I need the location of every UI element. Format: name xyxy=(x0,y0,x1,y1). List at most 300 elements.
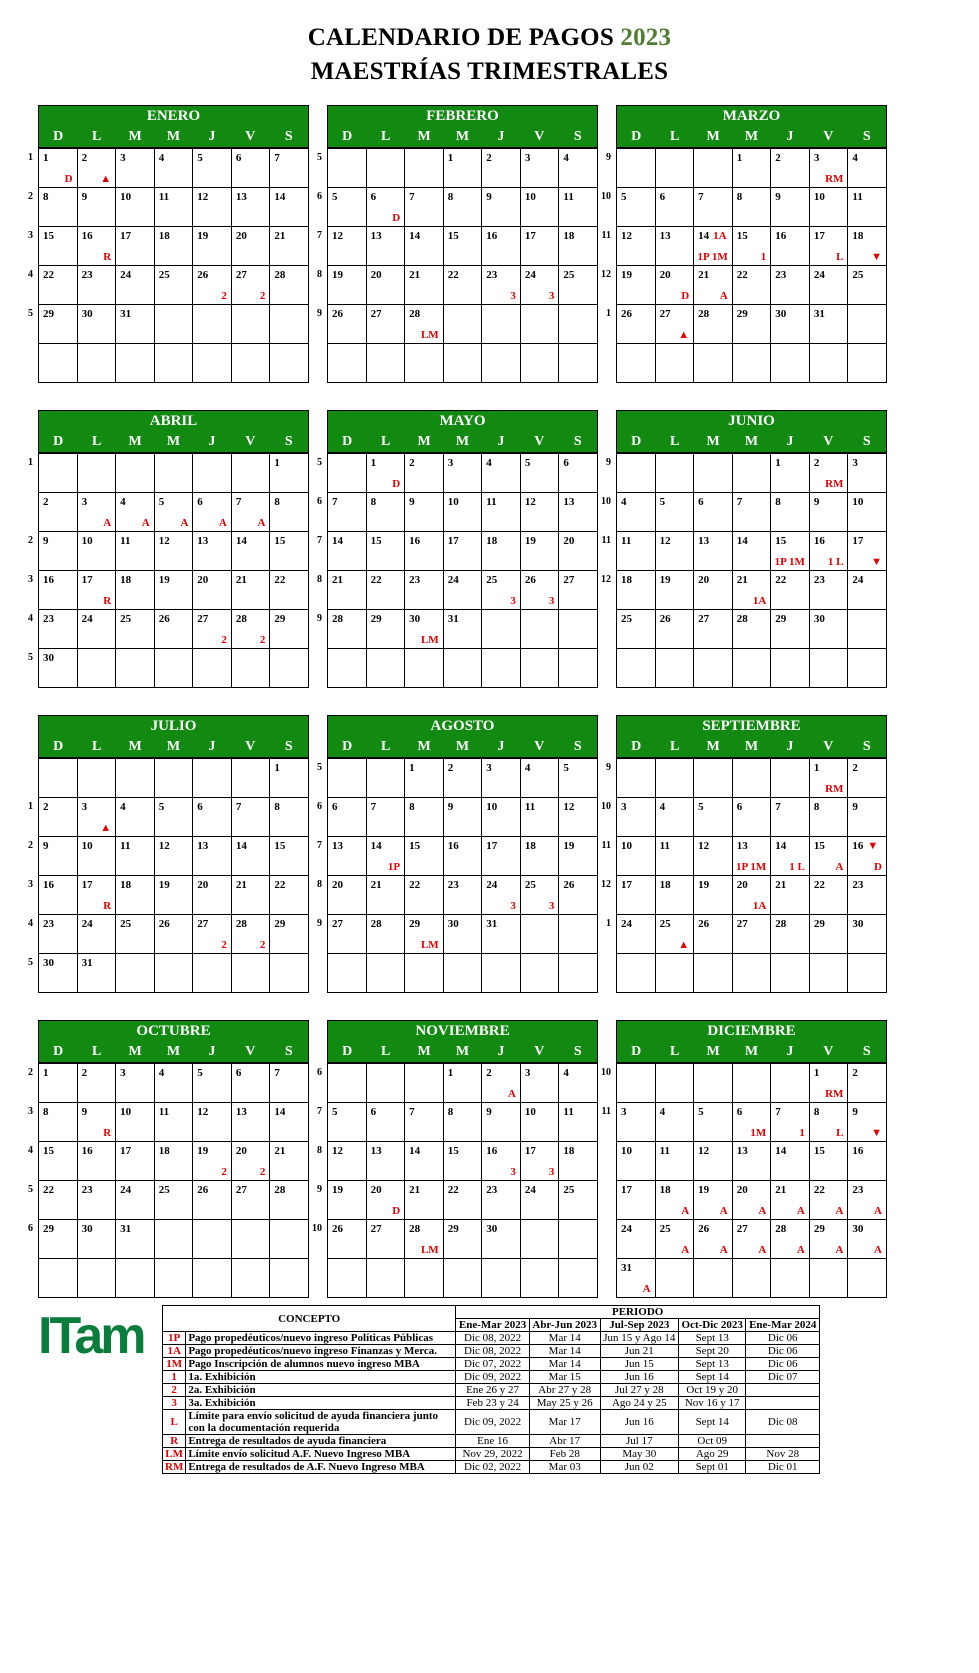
week-number: 1 xyxy=(606,308,611,319)
day-number: 9 xyxy=(775,191,781,203)
legend-date xyxy=(746,1435,820,1448)
weekday-label: M xyxy=(744,1044,759,1059)
payment-mark: A xyxy=(758,1205,767,1217)
day-cell xyxy=(405,188,444,227)
day-number: 2 xyxy=(43,496,49,508)
week-number: 2 xyxy=(28,535,33,546)
day-number: 15 xyxy=(370,535,382,547)
day-cell xyxy=(559,227,598,266)
payment-mark: A xyxy=(642,1283,651,1295)
empty-cell xyxy=(232,954,271,993)
empty-cell xyxy=(848,1259,887,1298)
day-cell xyxy=(193,227,232,266)
day-cell xyxy=(810,188,849,227)
empty-cell xyxy=(155,1259,194,1298)
empty-cell xyxy=(656,1064,695,1103)
day-cell xyxy=(848,454,887,493)
day-number: 19 xyxy=(197,230,209,242)
day-number: 9 xyxy=(486,191,492,203)
day-number: 27 xyxy=(332,918,343,930)
weekday-label: S xyxy=(573,739,582,754)
day-number: 6 xyxy=(736,1106,743,1118)
week-number: 10 xyxy=(601,1067,611,1078)
day-number: 28 xyxy=(332,613,343,625)
day-number: 16 xyxy=(775,230,787,242)
day-number: 12 xyxy=(524,496,536,508)
day-number: 20 xyxy=(736,879,748,891)
day-cell xyxy=(656,837,695,876)
weekday-label: J xyxy=(497,434,505,449)
day-cell xyxy=(39,649,78,688)
payment-mark: A xyxy=(874,1205,882,1217)
day-number: 30 xyxy=(852,1223,864,1235)
empty-cell xyxy=(848,610,887,649)
month-diciembre xyxy=(601,1020,887,1298)
day-number: 30 xyxy=(81,1223,93,1235)
day-cell xyxy=(771,227,810,266)
empty-cell xyxy=(155,305,194,344)
day-number: 28 xyxy=(409,308,421,320)
legend-date: Sept 01 xyxy=(678,1461,745,1474)
day-cell xyxy=(232,876,271,915)
empty-cell xyxy=(617,954,656,993)
day-number: 13 xyxy=(370,230,382,242)
day-number: 24 xyxy=(120,1184,132,1196)
month-noviembre xyxy=(312,1020,598,1298)
day-cell xyxy=(694,1220,733,1259)
day-cell xyxy=(270,493,309,532)
day-number: 15 xyxy=(409,840,421,852)
empty-cell xyxy=(367,1064,406,1103)
weekday-label: M xyxy=(455,739,470,754)
weekday-label: J xyxy=(208,434,216,449)
day-number: 5 xyxy=(158,496,165,508)
day-cell xyxy=(771,571,810,610)
legend-date: Dic 09, 2022 xyxy=(456,1410,529,1435)
day-cell xyxy=(405,571,444,610)
day-number: 22 xyxy=(43,269,54,281)
legend-date: Dic 08, 2022 xyxy=(456,1345,529,1358)
day-cell xyxy=(270,837,309,876)
day-number: 17 xyxy=(621,879,632,891)
day-number: 21 xyxy=(235,879,247,891)
payment-mark: 2 xyxy=(221,634,227,646)
day-number: 13 xyxy=(235,191,247,203)
day-cell xyxy=(444,571,483,610)
legend-code: 1M xyxy=(163,1358,186,1371)
week-number: 1 xyxy=(606,918,611,929)
day-cell xyxy=(39,266,78,305)
empty-cell xyxy=(116,954,155,993)
empty-cell xyxy=(559,610,598,649)
payment-mark: A xyxy=(758,1244,767,1256)
day-cell xyxy=(733,798,772,837)
day-cell xyxy=(482,837,521,876)
payment-mark: LM xyxy=(420,329,439,341)
day-cell xyxy=(482,759,521,798)
weekday-label: L xyxy=(380,434,391,449)
day-cell xyxy=(78,227,117,266)
day-cell xyxy=(848,266,887,305)
day-cell xyxy=(193,188,232,227)
weekday-label: S xyxy=(862,434,871,449)
day-cell xyxy=(155,1142,194,1181)
day-cell xyxy=(405,1103,444,1142)
day-number: 4 xyxy=(120,496,126,508)
day-cell xyxy=(405,610,444,649)
legend-concept: 1a. Exhibición xyxy=(186,1371,456,1384)
weekday-label: M xyxy=(744,434,759,449)
day-number: 24 xyxy=(486,879,498,891)
empty-cell xyxy=(559,1220,598,1259)
week-number: 5 xyxy=(28,1184,33,1195)
day-cell xyxy=(39,1103,78,1142)
day-number: 14 xyxy=(370,840,382,852)
day-cell xyxy=(656,876,695,915)
empty-cell xyxy=(405,1064,444,1103)
payment-mark: 1 xyxy=(799,1127,805,1139)
payment-mark: 3 xyxy=(548,1166,555,1178)
day-number: 22 xyxy=(813,1184,825,1196)
day-number: 20 xyxy=(563,535,575,547)
day-cell xyxy=(617,1181,656,1220)
day-cell xyxy=(656,188,695,227)
day-number: 15 xyxy=(447,230,459,242)
day-cell xyxy=(733,188,772,227)
empty-cell xyxy=(270,1220,309,1259)
week-number: 6 xyxy=(317,1067,322,1078)
day-number: 9 xyxy=(81,1106,88,1118)
empty-cell xyxy=(617,1064,656,1103)
legend-date: Jun 02 xyxy=(600,1461,678,1474)
day-number: 5 xyxy=(698,1106,704,1118)
day-cell xyxy=(232,188,271,227)
day-number: 26 xyxy=(698,1223,710,1235)
day-cell xyxy=(521,227,560,266)
day-number: 11 xyxy=(563,1106,574,1118)
day-cell xyxy=(155,266,194,305)
day-cell xyxy=(771,493,810,532)
day-cell xyxy=(405,532,444,571)
week-number: 7 xyxy=(317,840,322,851)
day-number: 30 xyxy=(852,918,864,930)
month-abril xyxy=(28,410,309,688)
day-cell xyxy=(444,1220,483,1259)
day-number: 7 xyxy=(409,191,415,203)
empty-cell xyxy=(116,454,155,493)
week-number: 7 xyxy=(317,230,322,241)
payment-mark: 3 xyxy=(548,290,555,302)
weekday-label: M xyxy=(166,1044,181,1059)
legend-date: Jun 21 xyxy=(600,1345,678,1358)
day-cell xyxy=(444,532,483,571)
legend-code: LM xyxy=(163,1448,186,1461)
day-cell xyxy=(694,305,733,344)
empty-cell xyxy=(232,1259,271,1298)
payment-mark: R xyxy=(103,595,112,607)
day-number: 20 xyxy=(235,1145,247,1157)
empty-cell xyxy=(694,454,733,493)
empty-cell xyxy=(444,954,483,993)
day-number: 21 xyxy=(775,1184,787,1196)
day-number: 12 xyxy=(158,535,170,547)
day-number: 18 xyxy=(852,230,864,242)
day-cell xyxy=(444,837,483,876)
weekday-header xyxy=(616,736,887,758)
day-number: 26 xyxy=(563,879,575,891)
day-cell xyxy=(771,610,810,649)
week-number: 12 xyxy=(601,269,611,280)
day-cell xyxy=(444,1142,483,1181)
day-cell xyxy=(116,1181,155,1220)
day-cell xyxy=(444,1181,483,1220)
day-cell xyxy=(771,532,810,571)
empty-cell xyxy=(155,759,194,798)
day-cell xyxy=(39,837,78,876)
weekday-label: M xyxy=(455,434,470,449)
day-number: 29 xyxy=(274,613,286,625)
day-number: 6 xyxy=(370,1106,377,1118)
day-mark: 1A xyxy=(713,230,727,242)
day-number: 19 xyxy=(524,535,536,547)
day-number: 24 xyxy=(621,918,632,930)
day-cell xyxy=(771,266,810,305)
payment-mark: 3 xyxy=(510,595,516,607)
day-cell xyxy=(733,149,772,188)
day-number: 15 xyxy=(813,840,825,852)
day-cell xyxy=(232,610,271,649)
day-number: 25 xyxy=(158,269,170,281)
day-number: 21 xyxy=(409,1184,421,1196)
day-cell xyxy=(656,227,695,266)
day-cell xyxy=(116,1220,155,1259)
legend-row xyxy=(163,1384,820,1397)
day-number: 15 xyxy=(43,230,54,242)
day-number: 9 xyxy=(486,1106,492,1118)
day-cell xyxy=(656,1103,695,1142)
day-number: 11 xyxy=(120,840,131,852)
day-number: 20 xyxy=(659,269,671,281)
day-number: 17 xyxy=(813,230,825,242)
day-number: 21 xyxy=(274,230,286,242)
empty-cell xyxy=(521,1220,560,1259)
day-number: 11 xyxy=(158,1106,170,1118)
day-number: 18 xyxy=(486,535,498,547)
day-number: 6 xyxy=(563,457,569,469)
weekday-label: M xyxy=(128,434,142,449)
legend-date xyxy=(746,1397,820,1410)
payment-mark: RM xyxy=(825,478,844,490)
day-number: 16 xyxy=(43,574,54,586)
day-number: 27 xyxy=(563,574,575,586)
day-number: 4 xyxy=(158,1067,165,1079)
weekday-label: M xyxy=(744,129,759,144)
day-cell xyxy=(116,266,155,305)
week-number: 8 xyxy=(317,574,322,585)
weekday-label: M xyxy=(706,434,720,449)
day-number: 6 xyxy=(235,1067,242,1079)
weekday-label: L xyxy=(669,434,680,449)
day-cell xyxy=(617,1220,656,1259)
day-cell xyxy=(116,610,155,649)
day-number: 9 xyxy=(813,496,820,508)
day-number: 20 xyxy=(197,574,209,586)
day-number: 21 xyxy=(370,879,382,891)
day-number: 8 xyxy=(775,496,781,508)
day-cell xyxy=(444,454,483,493)
weekday-label: V xyxy=(245,434,256,449)
day-number: 3 xyxy=(852,457,858,469)
empty-cell xyxy=(733,1064,772,1103)
day-number: 9 xyxy=(81,191,88,203)
empty-cell xyxy=(733,454,772,493)
day-cell xyxy=(656,610,695,649)
day-cell xyxy=(559,798,598,837)
day-number: 1 xyxy=(447,1067,454,1079)
payment-mark: A xyxy=(835,861,844,873)
day-number: 25 xyxy=(621,613,632,625)
week-number: 4 xyxy=(28,1145,33,1156)
empty-cell xyxy=(771,1259,810,1298)
legend-date: Jul 27 y 28 xyxy=(600,1384,678,1397)
legend-row xyxy=(163,1371,820,1384)
day-cell xyxy=(482,532,521,571)
payment-mark: 1M xyxy=(750,1127,767,1139)
day-cell xyxy=(405,305,444,344)
day-cell xyxy=(328,915,367,954)
week-number: 6 xyxy=(317,496,322,507)
weekday-label: L xyxy=(380,129,391,144)
day-number: 22 xyxy=(274,879,286,891)
day-number: 24 xyxy=(524,269,536,281)
weekday-label: L xyxy=(669,739,680,754)
empty-cell xyxy=(39,454,78,493)
period-header: Ene-Mar 2023 xyxy=(456,1319,529,1332)
day-number: 28 xyxy=(370,918,382,930)
day-number: 3 xyxy=(447,457,454,469)
empty-cell xyxy=(694,149,733,188)
empty-cell xyxy=(482,1259,521,1298)
day-number: 13 xyxy=(659,230,671,242)
day-cell xyxy=(78,798,117,837)
day-cell xyxy=(444,266,483,305)
day-number: 19 xyxy=(563,840,575,852)
day-number: 24 xyxy=(81,918,93,930)
day-cell xyxy=(559,266,598,305)
empty-cell xyxy=(694,649,733,688)
legend-date: Sept 20 xyxy=(678,1345,745,1358)
day-cell xyxy=(810,532,849,571)
day-number: 23 xyxy=(486,269,498,281)
weekday-label: M xyxy=(128,1044,142,1059)
day-number: 27 xyxy=(698,613,710,625)
legend-date: Feb 28 xyxy=(529,1448,600,1461)
empty-cell xyxy=(521,915,560,954)
legend-code: L xyxy=(163,1410,186,1435)
empty-cell xyxy=(328,649,367,688)
weekday-label: V xyxy=(823,1044,834,1059)
day-number: 28 xyxy=(736,613,748,625)
day-cell xyxy=(78,571,117,610)
day-number: 18 xyxy=(120,574,132,586)
day-number: 31 xyxy=(120,308,132,320)
empty-cell xyxy=(617,454,656,493)
day-number: 12 xyxy=(197,191,209,203)
period-header: Oct-Dic 2023 xyxy=(678,1319,745,1332)
day-number: 8 xyxy=(43,191,49,203)
day-number: 2 xyxy=(852,762,858,774)
day-cell xyxy=(193,1181,232,1220)
legend-row xyxy=(163,1332,820,1345)
day-number: 4 xyxy=(563,1067,569,1079)
empty-cell xyxy=(155,649,194,688)
legend-date: Nov 16 y 17 xyxy=(678,1397,745,1410)
day-number: 12 xyxy=(698,1145,710,1157)
empty-cell xyxy=(656,344,695,383)
day-cell xyxy=(559,188,598,227)
day-number: 9 xyxy=(447,801,454,813)
empty-cell xyxy=(193,1220,232,1259)
empty-cell xyxy=(771,344,810,383)
day-cell xyxy=(328,1220,367,1259)
day-number: 27 xyxy=(235,1184,247,1196)
payment-mark: D xyxy=(874,861,882,873)
day-cell xyxy=(733,1181,772,1220)
weekday-label: J xyxy=(208,1044,216,1059)
day-number: 29 xyxy=(813,1223,825,1235)
legend-date: Dic 07, 2022 xyxy=(456,1358,529,1371)
weekday-label: L xyxy=(91,129,102,144)
empty-cell xyxy=(521,649,560,688)
day-cell xyxy=(771,1220,810,1259)
day-cell xyxy=(405,759,444,798)
legend-date xyxy=(746,1384,820,1397)
day-number: 8 xyxy=(409,801,415,813)
day-cell xyxy=(116,571,155,610)
day-number: 8 xyxy=(274,496,280,508)
day-cell xyxy=(444,798,483,837)
day-cell xyxy=(810,266,849,305)
day-number: 27 xyxy=(197,613,209,625)
legend-row xyxy=(163,1435,820,1448)
day-number: 18 xyxy=(659,879,671,891)
day-cell xyxy=(155,1181,194,1220)
day-cell xyxy=(328,571,367,610)
payment-mark: 1P 1M xyxy=(774,556,805,568)
empty-cell xyxy=(367,1259,406,1298)
day-number: 11 xyxy=(659,1145,670,1157)
day-number: 1 xyxy=(813,1067,820,1079)
day-cell xyxy=(771,1103,810,1142)
month-days xyxy=(38,1063,309,1298)
day-cell xyxy=(848,532,887,571)
payment-mark: LM xyxy=(420,634,439,646)
day-number: 5 xyxy=(197,152,203,164)
day-number: 2 xyxy=(81,1067,88,1079)
day-number: 9 xyxy=(852,1106,858,1118)
day-number: 23 xyxy=(852,879,864,891)
week-number: 5 xyxy=(317,457,322,468)
weekday-label: V xyxy=(823,434,834,449)
week-number: 11 xyxy=(601,1106,611,1117)
day-cell xyxy=(694,532,733,571)
day-cell xyxy=(193,149,232,188)
weekday-header xyxy=(616,431,887,453)
empty-cell xyxy=(771,649,810,688)
month-days xyxy=(38,148,309,383)
empty-cell xyxy=(193,759,232,798)
payment-mark: LM xyxy=(420,939,439,951)
